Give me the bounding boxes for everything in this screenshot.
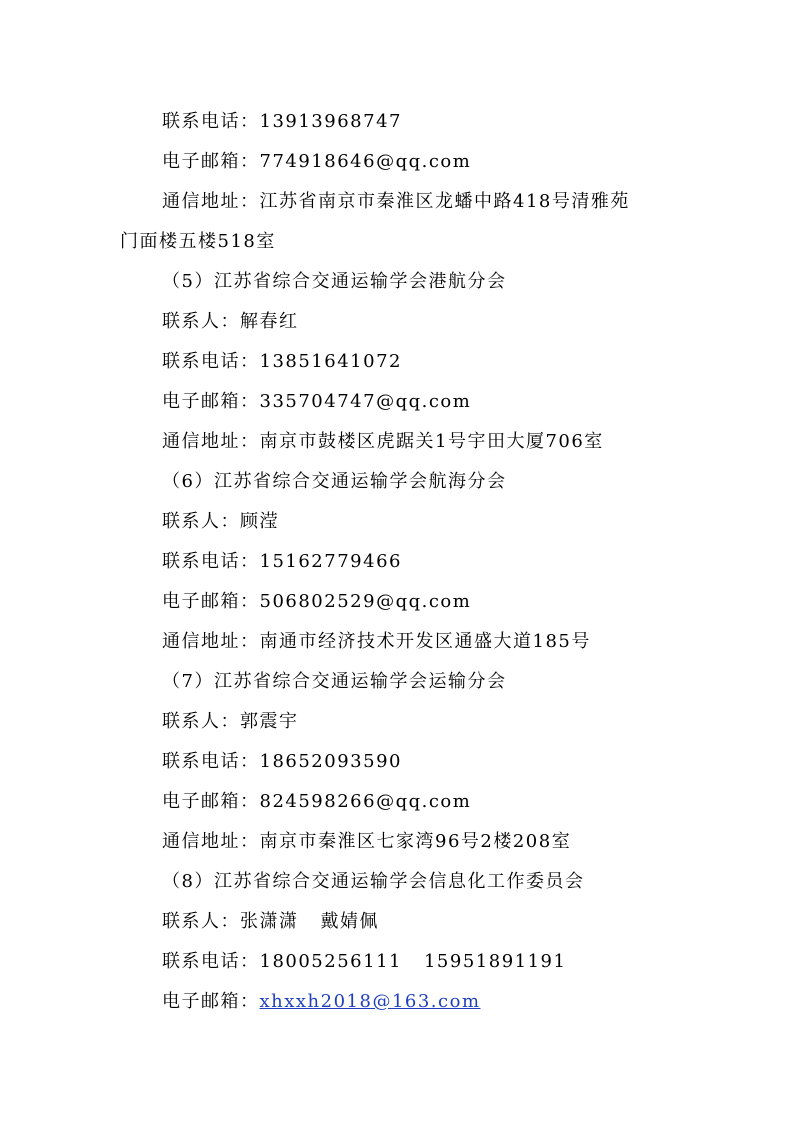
contact-phone-line: 联系电话：18652093590 bbox=[162, 751, 402, 772]
contact-person-label: 联系人： bbox=[162, 911, 240, 932]
contact-person-line bbox=[0, 910, 793, 934]
contact-phone-number: 18005256111 bbox=[259, 951, 402, 972]
contact-phone-line: 联系电话：13913968747 bbox=[162, 111, 402, 132]
contact-phone-line bbox=[0, 950, 793, 974]
contact-email-line: 电子邮箱：774918646@qq.com bbox=[162, 151, 472, 172]
contact-person-name: 戴婧佩 bbox=[320, 911, 379, 932]
contact-person-line: 联系人：顾滢 bbox=[162, 511, 279, 532]
contact-email-line: 电子邮箱：506802529@qq.com bbox=[162, 591, 472, 612]
contact-phone-line: 联系电话：15162779466 bbox=[162, 551, 402, 572]
contact-address-continuation: 门面楼五楼518室 bbox=[120, 231, 276, 252]
contact-address-line: 通信地址：南京市鼓楼区虎踞关1号宇田大厦706室 bbox=[162, 431, 604, 452]
contact-email-label: 电子邮箱： bbox=[162, 991, 260, 1012]
contact-address-line: 通信地址：南京市秦淮区七家湾96号2楼208室 bbox=[162, 831, 572, 852]
email-link[interactable]: xhxxh2018@163.com bbox=[259, 991, 481, 1012]
contact-person-line: 联系人：郭震宇 bbox=[162, 711, 299, 732]
contact-email-line: 电子邮箱：824598266@qq.com bbox=[162, 791, 472, 812]
section-heading-6: （6）江苏省综合交通运输学会航海分会 bbox=[162, 471, 507, 492]
section-heading-5: （5）江苏省综合交通运输学会港航分会 bbox=[162, 271, 507, 292]
contact-person-line: 联系人：解春红 bbox=[162, 311, 299, 332]
contact-email-line: 电子邮箱：335704747@qq.com bbox=[162, 391, 472, 412]
contact-phone-number: 15951891191 bbox=[423, 951, 567, 972]
contact-address-line: 通信地址：江苏省南京市秦淮区龙蟠中路418号清雅苑 bbox=[162, 191, 630, 212]
contact-address-line: 通信地址：南通市经济技术开发区通盛大道185号 bbox=[162, 631, 591, 652]
contact-email-line bbox=[0, 990, 793, 1014]
contact-phone-line: 联系电话：13851641072 bbox=[162, 351, 402, 372]
contact-person-name: 张潇潇 bbox=[240, 911, 299, 932]
contact-phone-label: 联系电话： bbox=[162, 951, 260, 972]
section-heading-7: （7）江苏省综合交通运输学会运输分会 bbox=[162, 671, 507, 692]
section-heading-8: （8）江苏省综合交通运输学会信息化工作委员会 bbox=[162, 871, 585, 892]
